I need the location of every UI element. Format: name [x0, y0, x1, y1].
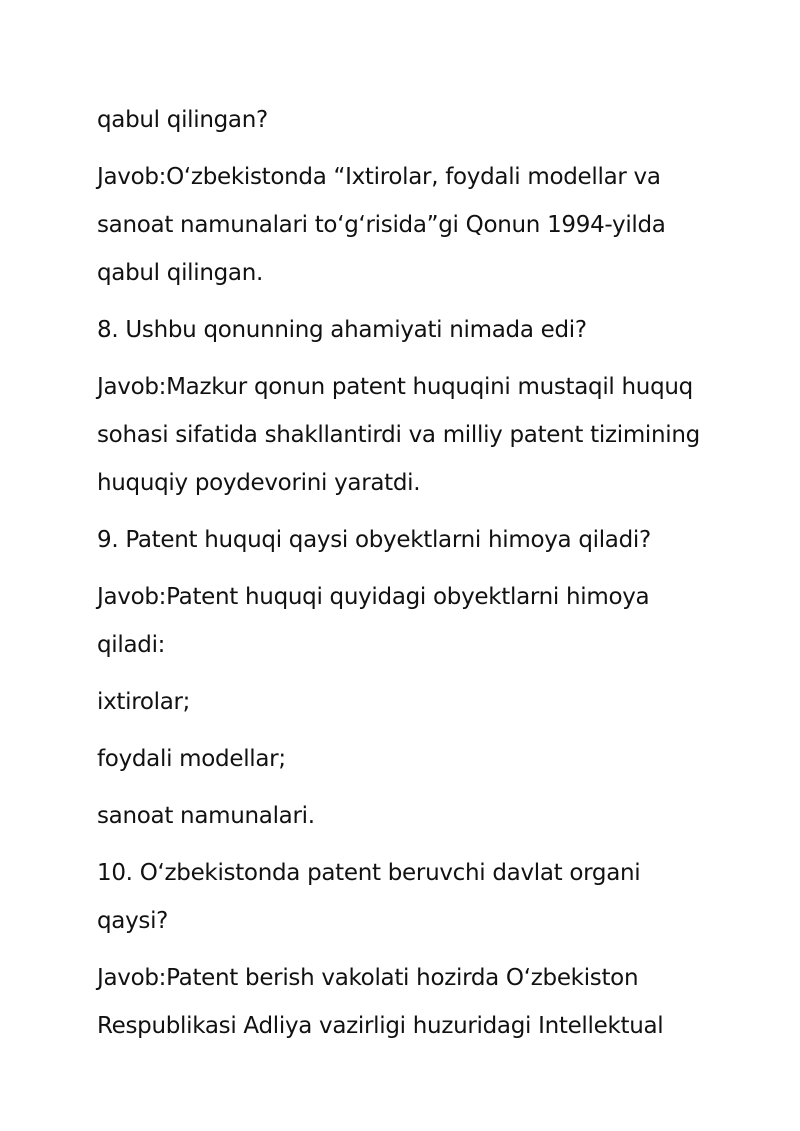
- question-9: 9. Patent huquqi qaysi obyektlarni himoya qiladi?: [97, 527, 651, 553]
- answer-7: Javob:O‘zbekistonda “Ixtirolar, foydali modellar va sanoat namunalari to‘g‘risida”gi Qonun 1994-yilda qabul qilingan.: [97, 164, 666, 286]
- question-8: 8. Ushbu qonunning ahamiyati nimada edi?: [97, 317, 587, 343]
- question-continuation: qabul qilingan?: [97, 107, 268, 133]
- list-item-utility-models: foydali modellar;: [97, 746, 286, 772]
- answer-9: Javob:Patent huquqi quyidagi obyektlarni himoya qiladi:: [97, 584, 650, 658]
- answer-10: Javob:Patent berish vakolati hozirda O‘zbekiston Respublikasi Adliya vazirligi huzuridagi Intellektual: [97, 965, 664, 1039]
- document-page: [97, 96, 717, 1059]
- answer-8: Javob:Mazkur qonun patent huquqini mustaqil huquq sohasi sifatida shakllantirdi va milliy patent tizimining huquqiy poydevorini yaratdi.: [97, 374, 700, 496]
- list-item-industrial-designs: sanoat namunalari.: [97, 803, 315, 829]
- list-item-inventions: ixtirolar;: [97, 689, 191, 715]
- question-10: 10. O‘zbekistonda patent beruvchi davlat organi qaysi?: [97, 860, 641, 934]
